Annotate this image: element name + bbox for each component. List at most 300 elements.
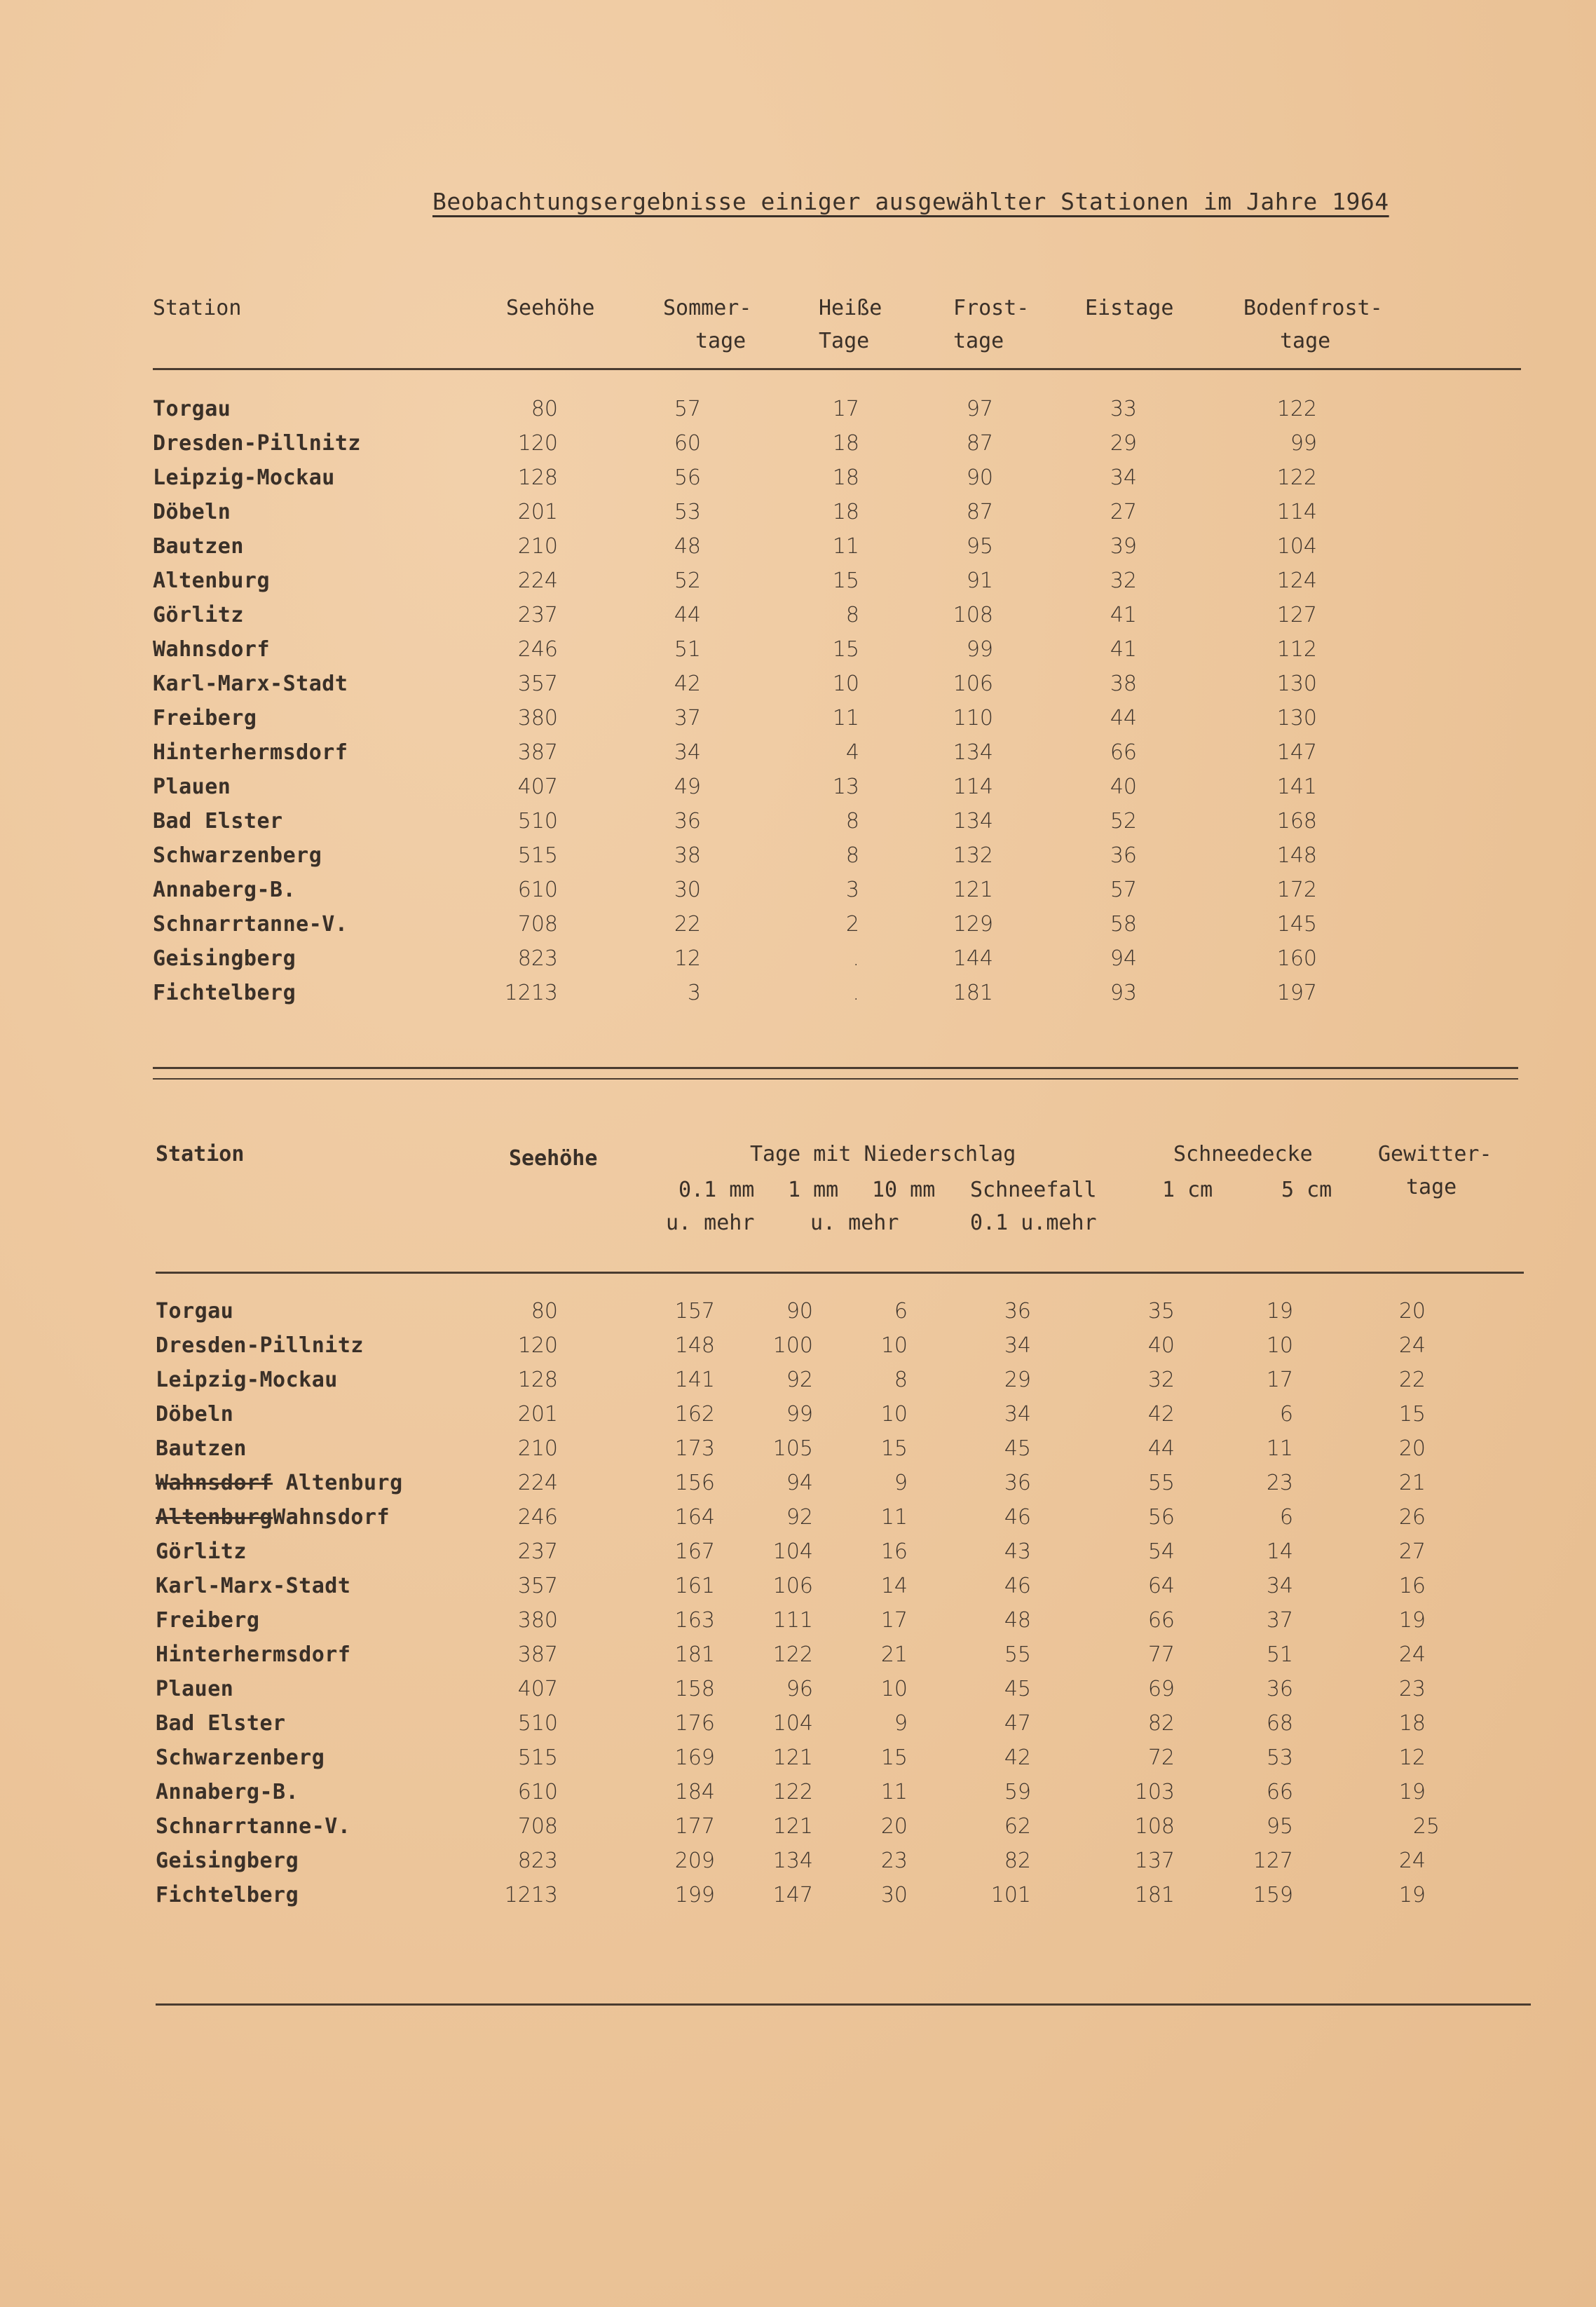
schneedecke-1cm-value: 35 <box>1147 1299 1175 1323</box>
bodenfrosttage-value: 145 <box>1276 912 1317 937</box>
struck-station-name: Wahnsdorf <box>156 1471 273 1495</box>
station-name: Leipzig-Mockau <box>156 1368 338 1392</box>
schneedecke-1cm-value: 181 <box>1134 1883 1175 1907</box>
sommertage-value: 30 <box>674 878 701 902</box>
schneefall-value: 36 <box>1004 1471 1031 1495</box>
schneefall-value: 55 <box>1004 1642 1031 1667</box>
gewittertage-value: 24 <box>1398 1333 1426 1358</box>
schneedecke-1cm-value: 137 <box>1134 1849 1175 1873</box>
niederschlag-10mm-value: 11 <box>880 1780 908 1804</box>
niederschlag-1mm-value: 121 <box>772 1745 813 1770</box>
niederschlag-01mm-value: 161 <box>674 1574 715 1598</box>
niederschlag-1mm-value: 105 <box>772 1436 813 1461</box>
schneedecke-5cm-value: 68 <box>1266 1711 1293 1736</box>
schneefall-value: 34 <box>1004 1333 1031 1358</box>
table-row <box>0 946 1596 979</box>
header-niederschlag-1mm-line1: 1 mm <box>788 1178 839 1202</box>
station-name: Schnarrtanne-V. <box>156 1814 351 1839</box>
niederschlag-10mm-value: 20 <box>880 1814 908 1839</box>
schneefall-value: 46 <box>1004 1574 1031 1598</box>
frosttage-value: 121 <box>953 878 993 902</box>
niederschlag-10mm-value: 11 <box>880 1505 908 1530</box>
table-row <box>0 431 1596 463</box>
frosttage-value: 87 <box>966 431 993 456</box>
gewittertage-value: 16 <box>1398 1574 1426 1598</box>
seehoehe-value: 224 <box>517 569 558 593</box>
niederschlag-01mm-value: 181 <box>674 1642 715 1667</box>
station-name-text: Wahnsdorf <box>273 1505 390 1530</box>
frosttage-value: 181 <box>953 981 993 1005</box>
seehoehe-value: 224 <box>517 1471 558 1495</box>
niederschlag-10mm-value: 21 <box>880 1642 908 1667</box>
header-schneedecke-1cm: 1 cm <box>1162 1178 1213 1202</box>
station-name: Bad Elster <box>156 1711 286 1736</box>
seehoehe-value: 407 <box>517 1677 558 1701</box>
header-sommertage-line2: tage <box>695 329 746 353</box>
station-name: Karl-Marx-Stadt <box>156 1574 351 1598</box>
header-seehoehe: Seehöhe <box>506 296 595 320</box>
frosttage-value: 87 <box>966 500 993 524</box>
table-row <box>0 878 1596 910</box>
station-name: Karl-Marx-Stadt <box>153 672 348 696</box>
gewittertage-value: 18 <box>1398 1711 1426 1736</box>
eistage-value: 41 <box>1110 637 1137 662</box>
niederschlag-1mm-value: 99 <box>786 1402 813 1427</box>
bodenfrosttage-value: 197 <box>1276 981 1317 1005</box>
seehoehe-value: 1213 <box>504 1883 558 1907</box>
schneedecke-1cm-value: 82 <box>1147 1711 1175 1736</box>
seehoehe-value: 708 <box>517 1814 558 1839</box>
schneedecke-1cm-value: 66 <box>1147 1608 1175 1633</box>
schneedecke-1cm-value: 103 <box>1134 1780 1175 1804</box>
gewittertage-value: 20 <box>1398 1299 1426 1323</box>
seehoehe-value: 357 <box>517 672 558 696</box>
schneedecke-1cm-value: 56 <box>1147 1505 1175 1530</box>
frosttage-value: 106 <box>953 672 993 696</box>
sommertage-value: 44 <box>674 603 701 627</box>
header-heisse-line2: Tage <box>819 329 870 353</box>
station-name: Leipzig-Mockau <box>153 465 335 490</box>
station-name <box>156 1505 390 1530</box>
header-gewitter-line2: tage <box>1406 1175 1457 1199</box>
seehoehe-value: 246 <box>517 1505 558 1530</box>
table-row <box>0 1745 1596 1778</box>
sommertage-value: 3 <box>687 981 701 1005</box>
schneedecke-5cm-value: 37 <box>1266 1608 1293 1633</box>
frosttage-value: 99 <box>966 637 993 662</box>
eistage-value: 34 <box>1110 465 1137 490</box>
station-name: Schnarrtanne-V. <box>153 912 348 937</box>
schneefall-value: 42 <box>1004 1745 1031 1770</box>
schneedecke-5cm-value: 53 <box>1266 1745 1293 1770</box>
schneefall-value: 45 <box>1004 1677 1031 1701</box>
table-row <box>0 500 1596 532</box>
seehoehe-value: 120 <box>517 431 558 456</box>
seehoehe-value: 128 <box>517 1368 558 1392</box>
schneefall-value: 62 <box>1004 1814 1031 1839</box>
heisse-tage-value: 3 <box>845 878 859 902</box>
schneefall-value: 59 <box>1004 1780 1031 1804</box>
station-name: Schwarzenberg <box>153 843 322 868</box>
station-name: Schwarzenberg <box>156 1745 325 1770</box>
niederschlag-01mm-value: 209 <box>674 1849 715 1873</box>
header-frosttage-line2: tage <box>953 329 1004 353</box>
schneedecke-5cm-value: 11 <box>1266 1436 1293 1461</box>
niederschlag-01mm-value: 164 <box>674 1505 715 1530</box>
schneedecke-1cm-value: 77 <box>1147 1642 1175 1667</box>
niederschlag-10mm-value: 16 <box>880 1539 908 1564</box>
schneedecke-5cm-value: 10 <box>1266 1333 1293 1358</box>
station-name: Plauen <box>153 775 231 799</box>
gewittertage-value: 19 <box>1398 1608 1426 1633</box>
seehoehe-value: 1213 <box>504 981 558 1005</box>
bodenfrosttage-value: 122 <box>1276 397 1317 421</box>
eistage-value: 38 <box>1110 672 1137 696</box>
table-row <box>0 534 1596 566</box>
table-row <box>0 843 1596 876</box>
heisse-tage-value: 18 <box>832 465 859 490</box>
niederschlag-01mm-value: 157 <box>674 1299 715 1323</box>
niederschlag-10mm-value: 10 <box>880 1677 908 1701</box>
heisse-tage-value: 8 <box>845 809 859 833</box>
header-bodenfrost-line2: tage <box>1280 329 1331 353</box>
table-row <box>0 1333 1596 1366</box>
bodenfrosttage-value: 124 <box>1276 569 1317 593</box>
schneedecke-1cm-value: 54 <box>1147 1539 1175 1564</box>
table-row <box>0 1883 1596 1915</box>
schneefall-value: 29 <box>1004 1368 1031 1392</box>
station-name: Dresden-Pillnitz <box>156 1333 364 1358</box>
header-bodenfrost-line1: Bodenfrost- <box>1243 296 1383 320</box>
niederschlag-1mm-value: 96 <box>786 1677 813 1701</box>
schneedecke-5cm-value: 17 <box>1266 1368 1293 1392</box>
eistage-value: 44 <box>1110 706 1137 730</box>
station-name: Torgau <box>156 1299 234 1323</box>
table-row <box>0 637 1596 669</box>
niederschlag-01mm-value: 163 <box>674 1608 715 1633</box>
heisse-tage-value: 18 <box>832 500 859 524</box>
niederschlag-10mm-value: 10 <box>880 1333 908 1358</box>
schneedecke-1cm-value: 64 <box>1147 1574 1175 1598</box>
niederschlag-01mm-value: 158 <box>674 1677 715 1701</box>
schneedecke-5cm-value: 36 <box>1266 1677 1293 1701</box>
niederschlag-10mm-value: 17 <box>880 1608 908 1633</box>
niederschlag-1mm-value: 122 <box>772 1780 813 1804</box>
eistage-value: 32 <box>1110 569 1137 593</box>
heisse-tage-value: 11 <box>832 706 859 730</box>
schneedecke-5cm-value: 23 <box>1266 1471 1293 1495</box>
eistage-value: 57 <box>1110 878 1137 902</box>
bodenfrosttage-value: 114 <box>1276 500 1317 524</box>
table-1-bottom-rule <box>153 1067 1518 1069</box>
bodenfrosttage-value: 127 <box>1276 603 1317 627</box>
gewittertage-value: 24 <box>1398 1849 1426 1873</box>
schneedecke-5cm-value: 66 <box>1266 1780 1293 1804</box>
header-schneedecke: Schneedecke <box>1173 1142 1313 1166</box>
schneedecke-1cm-value: 32 <box>1147 1368 1175 1392</box>
eistage-value: 58 <box>1110 912 1137 937</box>
table-row <box>0 775 1596 807</box>
table-row <box>0 672 1596 704</box>
header-heisse-line1: Heiße <box>819 296 882 320</box>
table-row <box>0 1574 1596 1606</box>
niederschlag-10mm-value: 14 <box>880 1574 908 1598</box>
niederschlag-10mm-value: 15 <box>880 1436 908 1461</box>
table-row <box>0 1436 1596 1469</box>
sommertage-value: 22 <box>674 912 701 937</box>
heisse-tage-value: 15 <box>832 569 859 593</box>
frosttage-value: 90 <box>966 465 993 490</box>
schneedecke-1cm-value: 72 <box>1147 1745 1175 1770</box>
schneedecke-5cm-value: 34 <box>1266 1574 1293 1598</box>
seehoehe-value: 387 <box>517 1642 558 1667</box>
niederschlag-10mm-value: 23 <box>880 1849 908 1873</box>
frosttage-value: 144 <box>953 946 993 971</box>
schneedecke-1cm-value: 55 <box>1147 1471 1175 1495</box>
station-name: Döbeln <box>156 1402 234 1427</box>
gewittertage-value: 25 <box>1412 1814 1440 1839</box>
sommertage-value: 48 <box>674 534 701 559</box>
seehoehe-value: 237 <box>517 603 558 627</box>
frosttage-value: 132 <box>953 843 993 868</box>
seehoehe-value: 510 <box>517 1711 558 1736</box>
seehoehe-value: 120 <box>517 1333 558 1358</box>
eistage-value: 52 <box>1110 809 1137 833</box>
station-name: Geisingberg <box>156 1849 299 1873</box>
seehoehe-value: 823 <box>517 946 558 971</box>
bodenfrosttage-value: 112 <box>1276 637 1317 662</box>
seehoehe-value: 610 <box>517 878 558 902</box>
schneedecke-1cm-value: 108 <box>1134 1814 1175 1839</box>
frosttage-value: 95 <box>966 534 993 559</box>
gewittertage-value: 26 <box>1398 1505 1426 1530</box>
sommertage-value: 60 <box>674 431 701 456</box>
station-name: Hinterhermsdorf <box>156 1642 351 1667</box>
station-name: Wahnsdorf <box>153 637 271 662</box>
gewittertage-value: 23 <box>1398 1677 1426 1701</box>
seehoehe-value: 387 <box>517 740 558 765</box>
station-name: Annaberg-B. <box>153 878 296 902</box>
station-name: Freiberg <box>156 1608 260 1633</box>
header-station: Station <box>156 1142 245 1166</box>
sommertage-value: 36 <box>674 809 701 833</box>
table-row <box>0 981 1596 1013</box>
table-row <box>0 1711 1596 1743</box>
gewittertage-value: 19 <box>1398 1780 1426 1804</box>
header-niederschlag: Tage mit Niederschlag <box>750 1142 1016 1166</box>
niederschlag-10mm-value: 8 <box>894 1368 908 1392</box>
table-row <box>0 809 1596 841</box>
niederschlag-01mm-value: 141 <box>674 1368 715 1392</box>
schneedecke-5cm-value: 95 <box>1266 1814 1293 1839</box>
frosttage-value: 97 <box>966 397 993 421</box>
seehoehe-value: 515 <box>517 1745 558 1770</box>
seehoehe-value: 210 <box>517 1436 558 1461</box>
niederschlag-01mm-value: 167 <box>674 1539 715 1564</box>
gewittertage-value: 19 <box>1398 1883 1426 1907</box>
header-eistage: Eistage <box>1085 296 1174 320</box>
table-row <box>0 1814 1596 1846</box>
heisse-tage-value: . <box>852 981 859 1005</box>
niederschlag-1mm-value: 121 <box>772 1814 813 1839</box>
eistage-value: 33 <box>1110 397 1137 421</box>
header-station: Station <box>153 296 242 320</box>
table-row <box>0 1402 1596 1434</box>
schneefall-value: 82 <box>1004 1849 1031 1873</box>
gewittertage-value: 15 <box>1398 1402 1426 1427</box>
schneefall-value: 45 <box>1004 1436 1031 1461</box>
table-row <box>0 1608 1596 1640</box>
schneefall-value: 36 <box>1004 1299 1031 1323</box>
heisse-tage-value: 4 <box>845 740 859 765</box>
station-name: Bautzen <box>153 534 244 559</box>
niederschlag-1mm-value: 92 <box>786 1368 813 1392</box>
station-name: Dresden-Pillnitz <box>153 431 361 456</box>
schneefall-value: 34 <box>1004 1402 1031 1427</box>
niederschlag-01mm-value: 176 <box>674 1711 715 1736</box>
schneedecke-5cm-value: 6 <box>1279 1402 1293 1427</box>
niederschlag-1mm-value: 134 <box>772 1849 813 1873</box>
table-row <box>0 1849 1596 1881</box>
document-title: Beobachtungsergebnisse einiger ausgewählter Stationen im Jahre 1964 <box>432 188 1389 215</box>
niederschlag-10mm-value: 9 <box>894 1471 908 1495</box>
header-seehoehe: Seehöhe <box>509 1146 598 1171</box>
eistage-value: 39 <box>1110 534 1137 559</box>
bodenfrosttage-value: 160 <box>1276 946 1317 971</box>
niederschlag-1mm-value: 122 <box>772 1642 813 1667</box>
station-name: Fichtelberg <box>153 981 296 1005</box>
eistage-value: 29 <box>1110 431 1137 456</box>
sommertage-value: 51 <box>674 637 701 662</box>
niederschlag-10mm-value: 9 <box>894 1711 908 1736</box>
sommertage-value: 37 <box>674 706 701 730</box>
niederschlag-01mm-value: 199 <box>674 1883 715 1907</box>
heisse-tage-value: 8 <box>845 603 859 627</box>
heisse-tage-value: 13 <box>832 775 859 799</box>
table-1-header-rule <box>153 368 1521 370</box>
niederschlag-1mm-value: 94 <box>786 1471 813 1495</box>
seehoehe-value: 823 <box>517 1849 558 1873</box>
header-frosttage-line1: Frost- <box>953 296 1030 320</box>
niederschlag-1mm-value: 104 <box>772 1711 813 1736</box>
header-gewitter-line1: Gewitter- <box>1378 1142 1492 1166</box>
header-niederschlag-10mm: 10 mm <box>872 1178 936 1202</box>
schneedecke-5cm-value: 14 <box>1266 1539 1293 1564</box>
station-name: Torgau <box>153 397 231 421</box>
seehoehe-value: 128 <box>517 465 558 490</box>
schneefall-value: 101 <box>990 1883 1031 1907</box>
table-row <box>0 1505 1596 1537</box>
sommertage-value: 34 <box>674 740 701 765</box>
niederschlag-01mm-value: 169 <box>674 1745 715 1770</box>
seehoehe-value: 380 <box>517 1608 558 1633</box>
niederschlag-1mm-value: 90 <box>786 1299 813 1323</box>
seehoehe-value: 210 <box>517 534 558 559</box>
station-name: Fichtelberg <box>156 1883 299 1907</box>
seehoehe-value: 708 <box>517 912 558 937</box>
seehoehe-value: 610 <box>517 1780 558 1804</box>
gewittertage-value: 22 <box>1398 1368 1426 1392</box>
station-name: Annaberg-B. <box>156 1780 299 1804</box>
station-name: Plauen <box>156 1677 234 1701</box>
seehoehe-value: 80 <box>531 1299 558 1323</box>
table-row <box>0 603 1596 635</box>
header-niederschlag-01mm-line1: 0.1 mm <box>678 1178 755 1202</box>
schneefall-value: 47 <box>1004 1711 1031 1736</box>
schneedecke-1cm-value: 69 <box>1147 1677 1175 1701</box>
seehoehe-value: 201 <box>517 500 558 524</box>
sommertage-value: 53 <box>674 500 701 524</box>
schneedecke-1cm-value: 40 <box>1147 1333 1175 1358</box>
niederschlag-10mm-value: 30 <box>880 1883 908 1907</box>
table-row <box>0 706 1596 738</box>
schneedecke-5cm-value: 19 <box>1266 1299 1293 1323</box>
schneedecke-5cm-value: 51 <box>1266 1642 1293 1667</box>
heisse-tage-value: . <box>852 946 859 971</box>
niederschlag-01mm-value: 162 <box>674 1402 715 1427</box>
station-name: Freiberg <box>153 706 257 730</box>
schneedecke-1cm-value: 42 <box>1147 1402 1175 1427</box>
table-row <box>0 1539 1596 1572</box>
station-name: Geisingberg <box>153 946 296 971</box>
station-name <box>156 1471 403 1495</box>
niederschlag-1mm-value: 100 <box>772 1333 813 1358</box>
sommertage-value: 49 <box>674 775 701 799</box>
frosttage-value: 134 <box>953 809 993 833</box>
table-2-bottom-rule <box>156 2003 1531 2006</box>
schneedecke-5cm-value: 6 <box>1279 1505 1293 1530</box>
niederschlag-1mm-value: 106 <box>772 1574 813 1598</box>
table-row <box>0 1780 1596 1812</box>
station-name: Döbeln <box>153 500 231 524</box>
schneefall-value: 48 <box>1004 1608 1031 1633</box>
sommertage-value: 42 <box>674 672 701 696</box>
heisse-tage-value: 10 <box>832 672 859 696</box>
heisse-tage-value: 2 <box>845 912 859 937</box>
niederschlag-1mm-value: 147 <box>772 1883 813 1907</box>
header-sommertage-line1: Sommer- <box>663 296 752 320</box>
sommertage-value: 56 <box>674 465 701 490</box>
table-row <box>0 740 1596 773</box>
station-name: Hinterhermsdorf <box>153 740 348 765</box>
niederschlag-01mm-value: 184 <box>674 1780 715 1804</box>
schneedecke-5cm-value: 159 <box>1253 1883 1293 1907</box>
seehoehe-value: 407 <box>517 775 558 799</box>
station-name: Görlitz <box>156 1539 247 1564</box>
heisse-tage-value: 15 <box>832 637 859 662</box>
bodenfrosttage-value: 122 <box>1276 465 1317 490</box>
bodenfrosttage-value: 130 <box>1276 706 1317 730</box>
sommertage-value: 52 <box>674 569 701 593</box>
gewittertage-value: 12 <box>1398 1745 1426 1770</box>
seehoehe-value: 246 <box>517 637 558 662</box>
station-name: Bad Elster <box>153 809 283 833</box>
eistage-value: 41 <box>1110 603 1137 627</box>
heisse-tage-value: 8 <box>845 843 859 868</box>
seehoehe-value: 80 <box>531 397 558 421</box>
niederschlag-10mm-value: 6 <box>894 1299 908 1323</box>
frosttage-value: 91 <box>966 569 993 593</box>
heisse-tage-value: 17 <box>832 397 859 421</box>
section-divider-rule <box>153 1078 1518 1080</box>
header-schneefall-line2: 0.1 u.mehr <box>970 1211 1097 1235</box>
niederschlag-01mm-value: 173 <box>674 1436 715 1461</box>
niederschlag-1mm-value: 104 <box>772 1539 813 1564</box>
frosttage-value: 108 <box>953 603 993 627</box>
station-name: Görlitz <box>153 603 244 627</box>
gewittertage-value: 27 <box>1398 1539 1426 1564</box>
station-name: Altenburg <box>153 569 271 593</box>
